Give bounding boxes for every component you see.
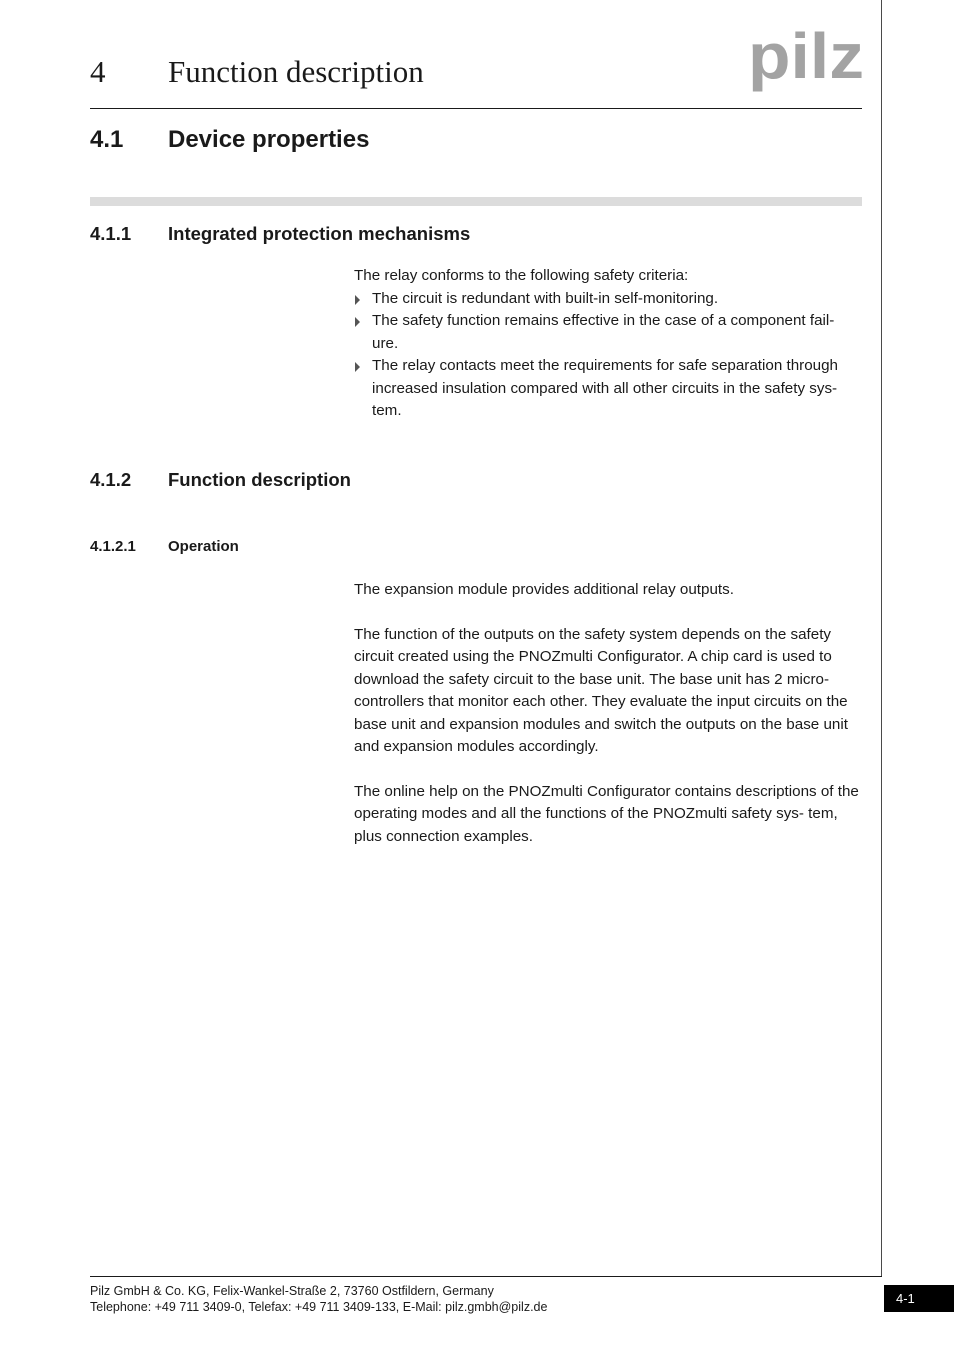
chapter-title: Function description xyxy=(168,54,424,89)
section-4-1-1-number: 4.1.1 xyxy=(90,223,132,244)
operation-body xyxy=(354,579,864,848)
list-item xyxy=(354,288,864,311)
protection-intro: The relay conforms to the following safety criteria: xyxy=(354,267,689,284)
section-4-1-title: Device properties xyxy=(168,126,370,153)
right-margin-rule xyxy=(881,0,882,1276)
protection-criteria-list xyxy=(354,288,864,423)
protection-mechanisms-body xyxy=(354,265,864,423)
footer-contact: Telephone: +49 711 3409-0, Telefax: +49 711 3409-133, E-Mail: pilz.gmbh@pilz.de xyxy=(90,1300,548,1314)
section-4-1-2-title: Function description xyxy=(168,469,351,490)
section-4-1-2-number: 4.1.2 xyxy=(90,469,132,490)
logo-text: pilz xyxy=(748,26,864,92)
page-number-badge: 4-1 xyxy=(884,1285,954,1312)
section-divider-band xyxy=(90,197,862,206)
triangle-bullet-icon xyxy=(355,317,360,327)
operation-paragraph-1: The expansion module provides additional relay outputs. xyxy=(354,581,734,598)
footer-rule xyxy=(90,1276,882,1277)
triangle-bullet-icon xyxy=(355,295,360,305)
list-item xyxy=(354,355,864,423)
footer-address: Pilz GmbH & Co. KG, Felix-Wankel-Straße 2, 73760 Ostfildern, Germany xyxy=(90,1284,494,1298)
chapter-number: 4 xyxy=(90,54,106,89)
list-item-text: The relay contacts meet the requirements for safe separation through increased insulation compared with all other circuits in the safety sys- tem. xyxy=(372,357,838,419)
triangle-bullet-icon xyxy=(355,362,360,372)
pilz-logo xyxy=(748,26,866,96)
section-4-1-number: 4.1 xyxy=(90,126,124,153)
list-item-text: The safety function remains effective in the case of a component fail- ure. xyxy=(372,312,835,352)
list-item-text: The circuit is redundant with built-in self-monitoring. xyxy=(372,289,719,307)
list-item xyxy=(354,310,864,355)
section-4-1-1-title: Integrated protection mechanisms xyxy=(168,223,471,244)
header-rule xyxy=(90,108,862,109)
operation-paragraph-3: The online help on the PNOZmulti Configurator contains descriptions of the operating modes and all the functions of the PNOZmulti safety sys- tem, plus connection examples. xyxy=(354,782,859,845)
section-4-1-2-1-number: 4.1.2.1 xyxy=(90,538,136,555)
operation-paragraph-2: The function of the outputs on the safety system depends on the safety circuit created using the PNOZmulti Configurator. A chip card is used to download the safety circuit to the base unit. The base unit has 2 micro- controllers that monitor each other. They evaluate the input circuits on the base unit and expansion modules and switch the outputs on the base unit and expansion modules accordingly. xyxy=(354,625,848,755)
section-4-1-2-1-title: Operation xyxy=(168,538,239,555)
